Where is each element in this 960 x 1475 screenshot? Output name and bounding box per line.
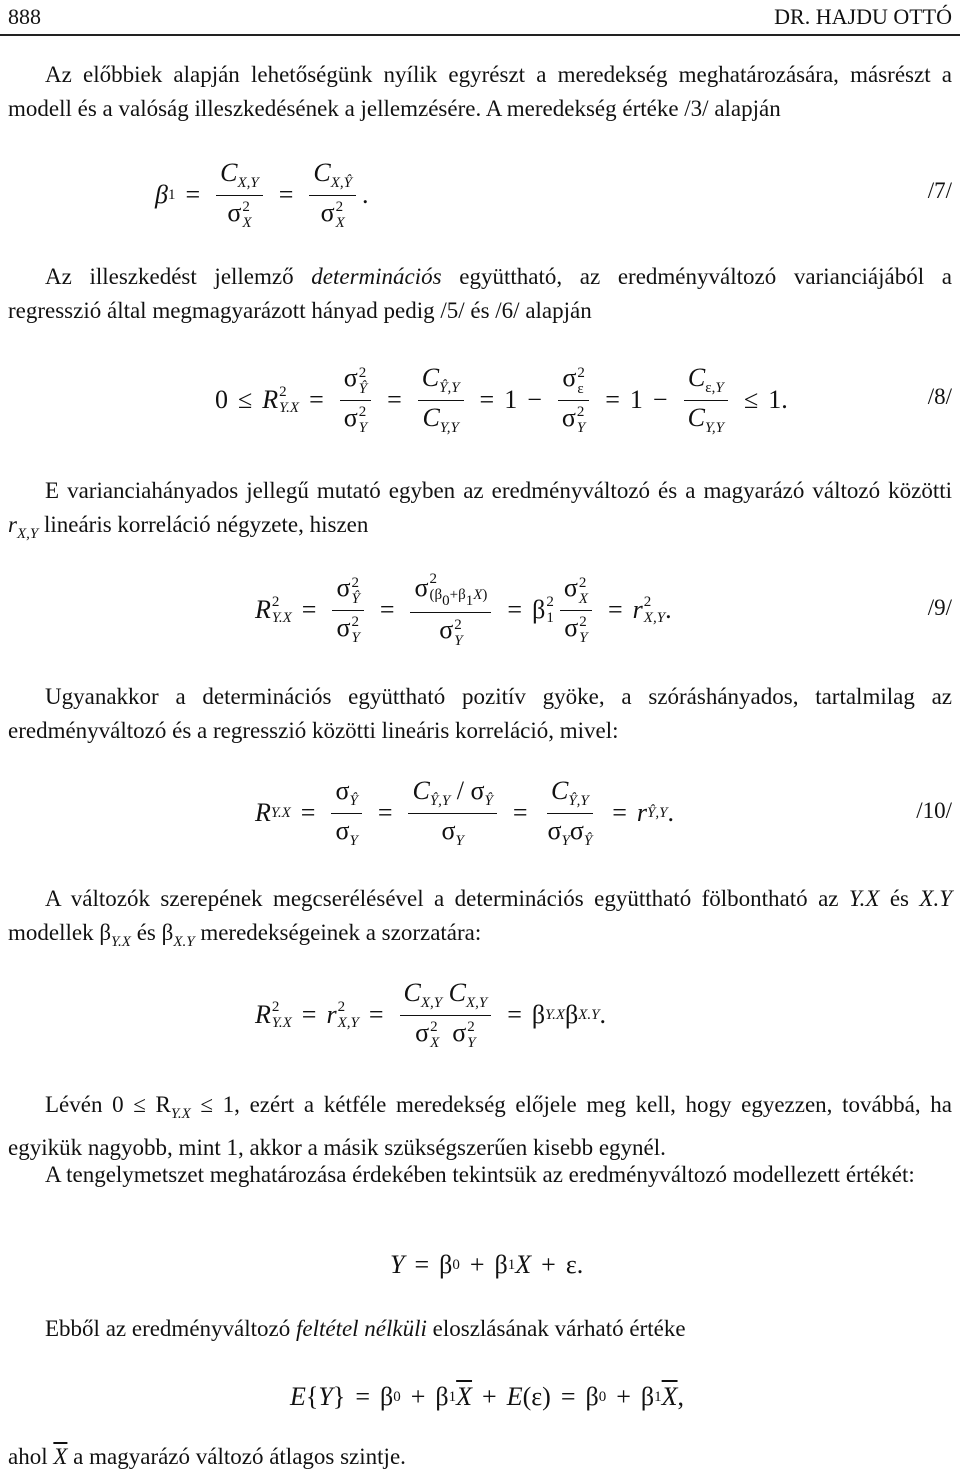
paragraph-3: E varianciahányados jellegű mutató egyben az eredményváltozó és a magyarázó változó közötti $r_{X,Y}$ lineáris korreláció négyzete, hiszen: [8, 478, 952, 542]
equation-9: R 2 Y.X = σ 2 Ŷ σ 2 Y = σ 2 $(\beta_0+\beta_1X)$ σ 2 Y = β 2 1 σ 2 X σ 2 Y = r 2 X,Y . /9/: [255, 571, 952, 649]
paragraph-8: Ebből az eredményváltozó feltétel nélküli eloszlásának várható értéke: [45, 1316, 686, 1341]
equation-model: Y = β 0 + β 1 X + ε.: [390, 1250, 584, 1279]
equation-8: 0 ≤ R 2 Y.X = σ 2 Ŷ σ 2 Y = $\frac{C_{Ŷ,Y}}{C_{Y,Y}}$ = 1 − σ 2 ε σ 2 Y = 1 − $\frac{C_{\varepsilon,Y}}{C_{Y,Y}}$ ≤ 1. /8/: [215, 363, 952, 436]
page-header: [0, 0, 960, 36]
equation-10-number: /10/: [916, 798, 952, 823]
equation-product: R 2 Y.X = r 2 X,Y = $C_{X,Y}$ $C_{X,Y}$ σ 2 X σ 2 Y = β Y.X β X.Y .: [255, 978, 607, 1051]
running-author: DR. HAJDU OTTÓ: [774, 4, 952, 29]
equation-7: β 1 = $C_{X,Y}$ σ 2 X = $C_{X,Ŷ}$ σ 2 X . /7/: [155, 158, 952, 231]
equation-8-number: /8/: [927, 384, 952, 409]
page-number: 888: [8, 4, 41, 29]
equation-10: R Y.X = $\frac{\sigma_Ŷ}{\sigma_Y}$ = $\frac{C_{Ŷ,Y} / \sigma_Ŷ}{\sigma_Y}$ = $\frac{C_{Ŷ,Y}}{\sigma_Y\sigma_Ŷ}$ = r Ŷ,Y . /10/: [255, 776, 952, 849]
equation-7-number: /7/: [927, 178, 952, 203]
paragraph-6: Lévén $0 \le R_{Y.X} \le 1$, ezért a kétféle meredekség előjele meg kell, hogy egyezzen, továbbá, ha egyikük nagyobb, mint 1, akkor a másik szükségszerűen kisebb egynél.: [8, 1092, 952, 1160]
paragraph-1: Az előbbiek alapján lehetőségünk nyílik egyrészt a meredekség meghatározására, másrészt a modell és a valóság illeszkedésének a jellemzésére. A meredekség értéke /3/ alapján: [8, 62, 952, 121]
equation-expectation: E { Y } = β 0 + β 1 $\overline{X}$ + E (ε) = β 0 + β 1 $\overline{X}$ ,: [290, 1382, 685, 1411]
paragraph-4: Ugyanakkor a determinációs együttható pozitív gyöke, a szóráshányados, tartalmilag az eredményváltozó és a regresszió közötti lineáris korreláció, mivel:: [8, 684, 952, 743]
paragraph-9: ahol $\overline{X}$ a magyarázó változó átlagos szintje.: [8, 1444, 406, 1469]
paragraph-5: A változók szerepének megcserélésével a determinációs együttható fölbontható az Y.X és X.Y modellek $\beta_{Y.X}$ és $\beta_{X.Y}$ meredekségeinek a szorzatára:: [8, 886, 952, 950]
paragraph-2: Az illeszkedést jellemző determinációs együttható, az eredményváltozó varianciájából a regresszió által megmagyarázott hányad pedig /5/ és /6/ alapján: [8, 264, 952, 323]
paragraph-7: A tengelymetszet meghatározása érdekében tekintsük az eredményváltozó modellezett értékét:: [45, 1162, 915, 1187]
equation-9-number: /9/: [927, 595, 952, 620]
